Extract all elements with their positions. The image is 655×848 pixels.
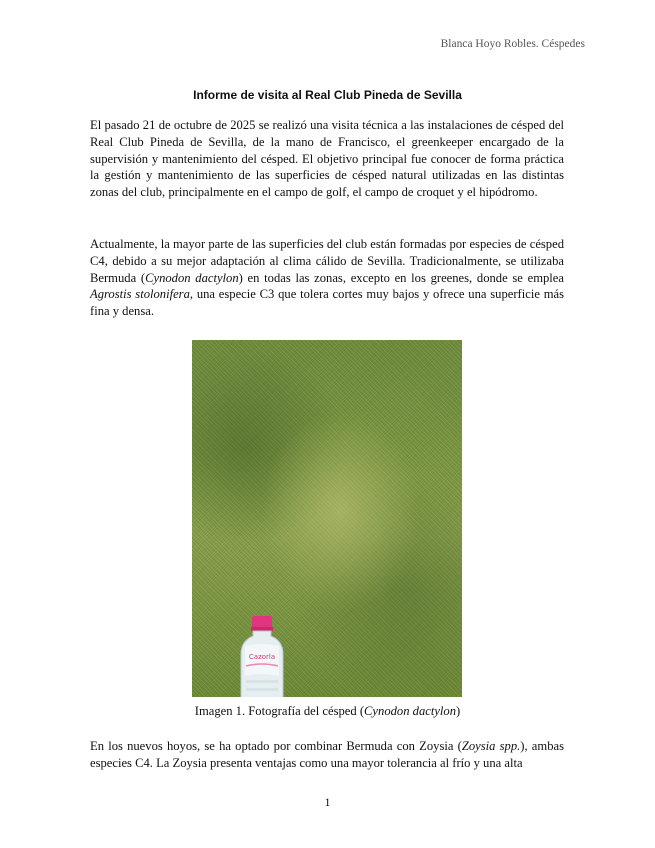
paragraph-species bbox=[90, 236, 564, 320]
bottle-label-text: Cazorla bbox=[248, 653, 276, 661]
document-title: Informe de visita al Real Club Pineda de Sevilla bbox=[193, 88, 462, 102]
species-name-zoysia: Zoysia spp. bbox=[461, 739, 521, 753]
paragraph-new-holes bbox=[90, 738, 564, 772]
paragraph-text: ), ambas especies C4. La Zoysia presenta ventajas como una mayor tolerancia al frío y una alta bbox=[90, 739, 564, 770]
water-bottle-image bbox=[236, 616, 288, 697]
paragraph-text: En los nuevos hoyos, se ha optado por combinar Bermuda con Zoysia ( bbox=[90, 739, 462, 753]
caption-species: Cynodon dactylon bbox=[364, 704, 457, 718]
grass-photo bbox=[192, 340, 462, 697]
paragraph-text: Actualmente, la mayor parte de las superficies del club están formadas por especies de césped C4, debido a su mejor adaptación al clima cálido de Sevilla. Tradicionalmente, se utilizaba Bermuda ( bbox=[90, 237, 564, 285]
page-header-author: Blanca Hoyo Robles. Céspedes bbox=[440, 38, 585, 50]
caption-text: Imagen 1. Fotografía del césped ( bbox=[194, 704, 365, 718]
paragraph-text: ) en todas las zonas, excepto en los greenes, donde se emplea bbox=[238, 270, 564, 285]
species-name-cynodon: Cynodon dactylon bbox=[145, 270, 239, 285]
page-number: 1 bbox=[324, 795, 331, 809]
paragraph-introduction: El pasado 21 de octubre de 2025 se realizó una visita técnica a las instalaciones de césped del Real Club Pineda de Sevilla, de la mano de Francisco, el greenkeeper encargado de la supervisión y mantenimiento del césped. El objetivo principal fue conocer de forma práctica la gestión y mantenimiento de las superficies de césped natural utilizadas en las distintas zonas del club, principalmente en el campo de golf, el campo de croquet y el hipódromo. bbox=[90, 118, 564, 200]
figure-caption bbox=[0, 704, 655, 719]
species-name-agrostis: Agrostis stolonifera bbox=[90, 287, 190, 302]
paragraph-text: , una especie C3 que tolera cortes muy bajos y ofrece una superficie más fina y densa. bbox=[90, 287, 564, 319]
caption-text-end: ) bbox=[456, 704, 461, 718]
